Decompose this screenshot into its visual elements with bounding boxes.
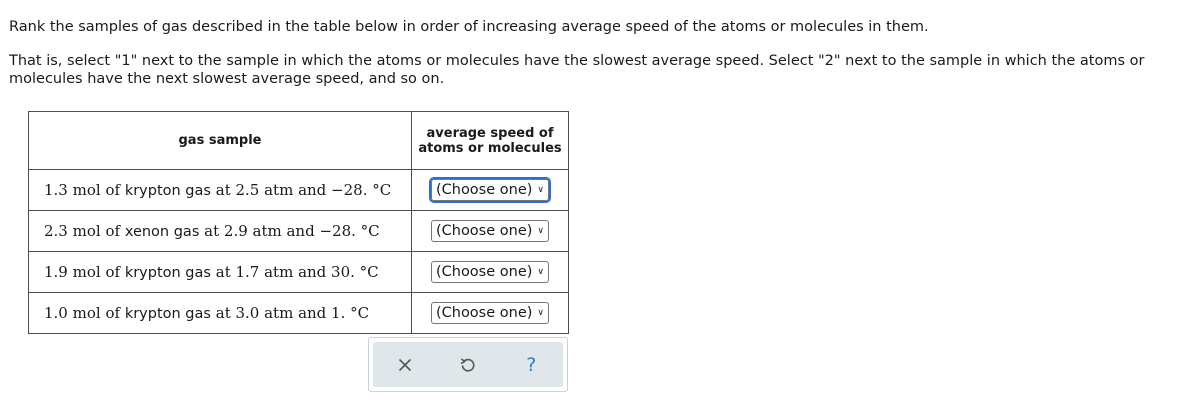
gas-sample-cell [29,252,412,293]
close-icon [398,358,412,372]
rank-select-value: (Choose one) [435,305,533,321]
gas-sample-cell [29,211,412,252]
table-row [29,252,569,293]
table-header-row [29,112,569,170]
rank-cell [412,293,569,334]
gas-sample-cell [29,293,412,334]
table-row [29,170,569,211]
sample-conditions: at 2.5 atm and −28. °C [215,181,392,199]
ranking-table [28,111,569,334]
rank-select-value: (Choose one) [435,223,533,239]
header-average-speed [412,112,569,170]
chevron-down-icon: ∨ [537,226,545,236]
header-speed-line2: atoms or molecules [418,140,562,156]
sample-amount: 2.3 mol of [44,222,121,240]
undo-button[interactable] [452,349,484,381]
sample-gas: krypton gas [124,183,211,199]
clear-button[interactable] [389,349,421,381]
sample-gas: krypton gas [124,306,211,322]
answer-toolbar [368,337,568,392]
sample-gas: krypton gas [124,265,211,281]
rank-select[interactable] [431,261,549,283]
rank-select[interactable] [431,302,549,324]
instruction-line-2: That is, select "1" next to the sample in which the atoms or molecules have the slowest average speed. Select "2" next to the sample in which the atoms or molecules have the next slowest average speed, and so on. [9,53,1145,87]
sample-amount: 1.0 mol of [44,304,121,322]
rank-select[interactable] [431,220,549,242]
sample-amount: 1.3 mol of [44,181,121,199]
sample-conditions: at 3.0 atm and 1. °C [215,304,370,322]
help-button[interactable] [515,349,547,381]
gas-sample-cell [29,170,412,211]
rank-select[interactable] [431,179,549,201]
rank-cell [412,252,569,293]
chevron-down-icon: ∨ [537,185,545,195]
instruction-line-1: Rank the samples of gas described in the table below in order of increasing average speed of the atoms or molecules in them. [9,19,929,35]
rank-cell [412,211,569,252]
sample-amount: 1.9 mol of [44,263,121,281]
undo-icon [459,356,477,374]
rank-cell [412,170,569,211]
toolbar-inner [373,342,563,387]
chevron-down-icon: ∨ [537,267,545,277]
sample-gas: xenon gas [124,224,200,240]
chevron-down-icon: ∨ [537,308,545,318]
rank-select-value: (Choose one) [435,264,533,280]
sample-conditions: at 2.9 atm and −28. °C [204,222,380,240]
sample-conditions: at 1.7 atm and 30. °C [215,263,379,281]
header-speed-line1: average speed of [426,125,554,141]
help-icon: ? [526,353,537,376]
table-row [29,293,569,334]
rank-select-value: (Choose one) [435,182,533,198]
header-gas-sample: gas sample [29,112,412,170]
table-row [29,211,569,252]
